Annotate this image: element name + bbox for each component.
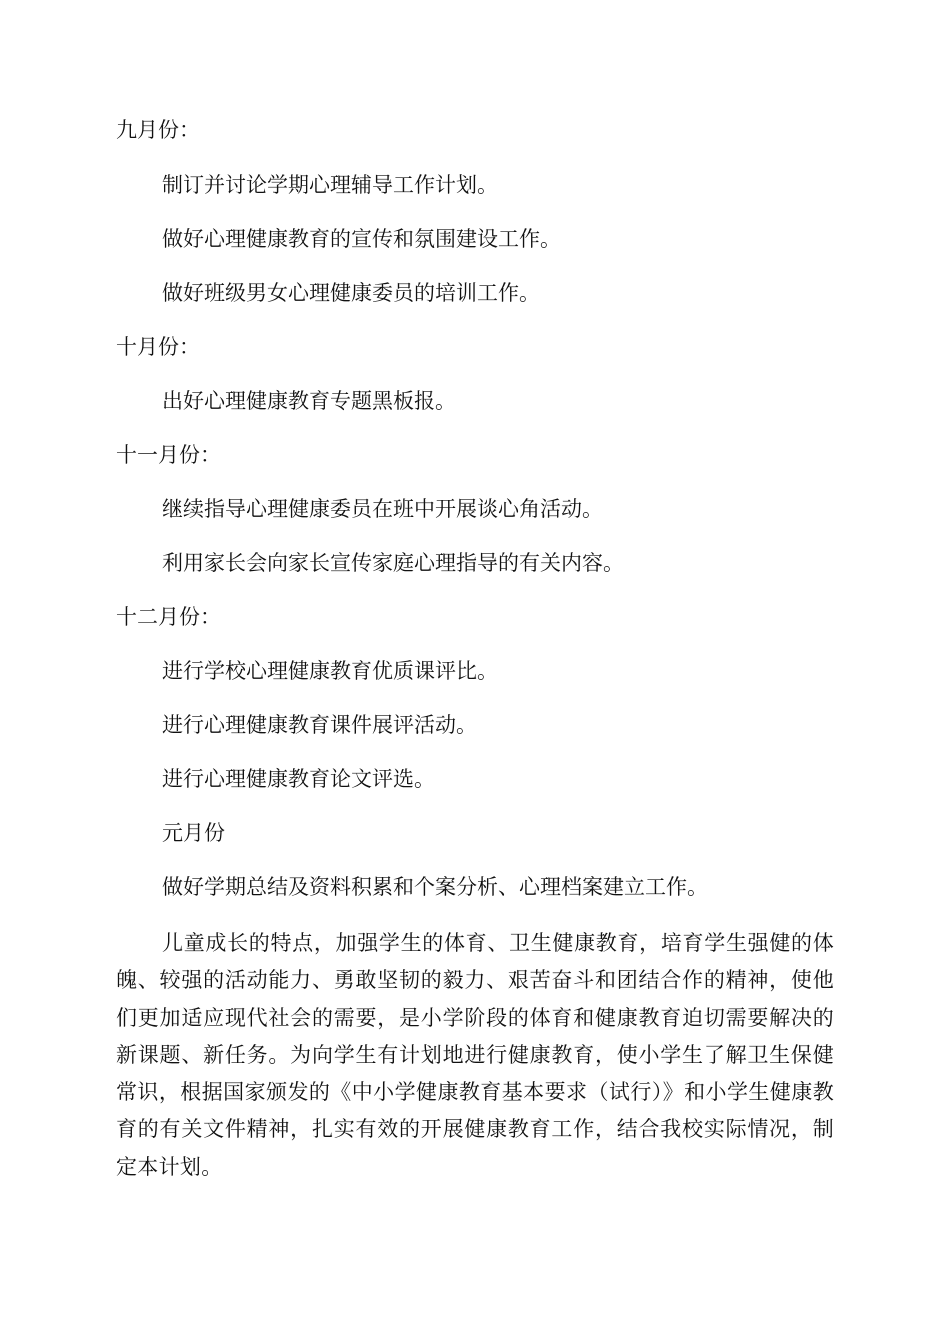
section-heading-september: 九月份：: [116, 118, 200, 142]
list-item: 元月份: [162, 821, 225, 845]
list-item: 出好心理健康教育专题黑板报。: [162, 389, 456, 413]
list-item: 做好班级男女心理健康委员的培训工作。: [162, 281, 540, 305]
section-heading-october: 十月份：: [116, 335, 200, 359]
list-item: 做好心理健康教育的宣传和氛围建设工作。: [162, 227, 561, 251]
list-item: 做好学期总结及资料积累和个案分析、心理档案建立工作。: [162, 875, 708, 899]
section-heading-december: 十二月份：: [116, 605, 221, 629]
list-item: 进行心理健康教育论文评选。: [162, 767, 435, 791]
list-item: 利用家长会向家长宣传家庭心理指导的有关内容。: [162, 551, 624, 575]
section-heading-november: 十一月份：: [116, 443, 221, 467]
list-item: 继续指导心理健康委员在班中开展谈心角活动。: [162, 497, 603, 521]
list-item: 进行学校心理健康教育优质课评比。: [162, 659, 498, 683]
list-item: 制订并讨论学期心理辅导工作计划。: [162, 173, 498, 197]
list-item: 进行心理健康教育课件展评活动。: [162, 713, 477, 737]
body-paragraph: 儿童成长的特点，加强学生的体育、卫生健康教育，培育学生强健的体魄、较强的活动能力、勇敢坚韧的毅力、艰苦奋斗和团结合作的精神，使他们更加适应现代社会的需要，是小学阶段的体育和健康教育迫切需要解决的新课题、新任务。为向学生有计划地进行健康教育，使小学生了解卫生保健常识，根据国家颁发的《中小学健康教育基本要求（试行）》和小学生健康教育的有关文件精神，扎实有效的开展健康教育工作，结合我校实际情况，制定本计划。: [116, 931, 834, 1179]
